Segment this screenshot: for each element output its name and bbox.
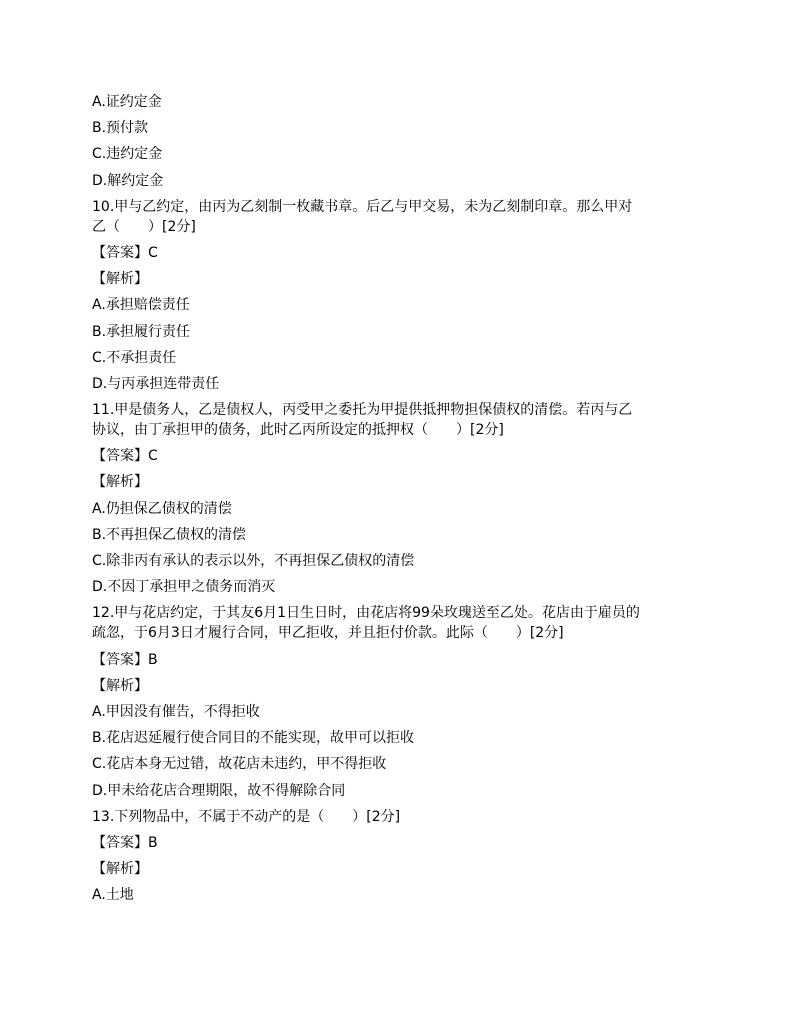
- option-d-q12: D.甲未给花店合理期限，故不得解除合同: [92, 782, 346, 799]
- question-10-line-2: 乙（ ）[2分]: [92, 218, 196, 235]
- question-12-line-2: 疏忽，于6月3日才履行合同，甲乙拒收，并且拒付价款。此际（ ）[2分]: [92, 625, 564, 642]
- question-11-line-2: 协议，由丁承担甲的债务，此时乙丙所设定的抵押权（ ）[2分]: [92, 422, 504, 439]
- option-c-q9: C.违约定金: [92, 146, 163, 163]
- question-11-line-1: 11.甲是债务人，乙是债权人，丙受甲之委托为甲提供抵押物担保债权的清偿。若丙与乙: [92, 402, 633, 419]
- analysis-q13: 【解析】: [92, 861, 148, 878]
- answer-q12: 【答案】B: [92, 651, 158, 668]
- answer-q11: 【答案】C: [92, 448, 158, 465]
- option-d-q11: D.不因丁承担甲之债务而消灭: [92, 579, 276, 596]
- option-b-q10: B.承担履行责任: [92, 323, 191, 340]
- option-b-q12: B.花店迟延履行使合同目的不能实现，故甲可以拒收: [92, 730, 415, 747]
- question-12-line-1: 12.甲与花店约定，于其友6月1日生日时，由花店将99朵玫瑰送至乙处。花店由于雇员的: [92, 605, 640, 622]
- option-a-q10: A.承担赔偿责任: [92, 297, 190, 314]
- option-b-q11: B.不再担保乙债权的清偿: [92, 526, 247, 543]
- analysis-q12: 【解析】: [92, 677, 148, 694]
- option-c-q11: C.除非丙有承认的表示以外，不再担保乙债权的清偿: [92, 553, 415, 569]
- option-c-q12: C.花店本身无过错，故花店未违约，甲不得拒收: [92, 756, 387, 773]
- option-d-q10: D.与丙承担连带责任: [92, 375, 220, 392]
- answer-q10: 【答案】C: [92, 244, 158, 261]
- analysis-q10: 【解析】: [92, 271, 148, 288]
- question-13: 13.下列物品中，不属于不动产的是（ ）[2分]: [92, 808, 401, 825]
- option-c-q10: C.不承担责任: [92, 349, 177, 366]
- analysis-q11: 【解析】: [92, 474, 148, 491]
- option-a-q9: A.证约定金: [92, 94, 162, 110]
- option-d-q9: D.解约定金: [92, 172, 164, 189]
- question-10-line-1: 10.甲与乙约定，由丙为乙刻制一枚藏书章。后乙与甲交易，未为乙刻制印章。那么甲对: [92, 198, 633, 215]
- option-a-q11: A.仍担保乙债权的清偿: [92, 500, 232, 517]
- option-a-q13: A.土地: [92, 887, 134, 904]
- option-a-q12: A.甲因没有催告，不得拒收: [92, 703, 260, 720]
- document-body: [92, 92, 712, 911]
- answer-q13: 【答案】B: [92, 834, 158, 851]
- option-b-q9: B.预付款: [92, 120, 149, 137]
